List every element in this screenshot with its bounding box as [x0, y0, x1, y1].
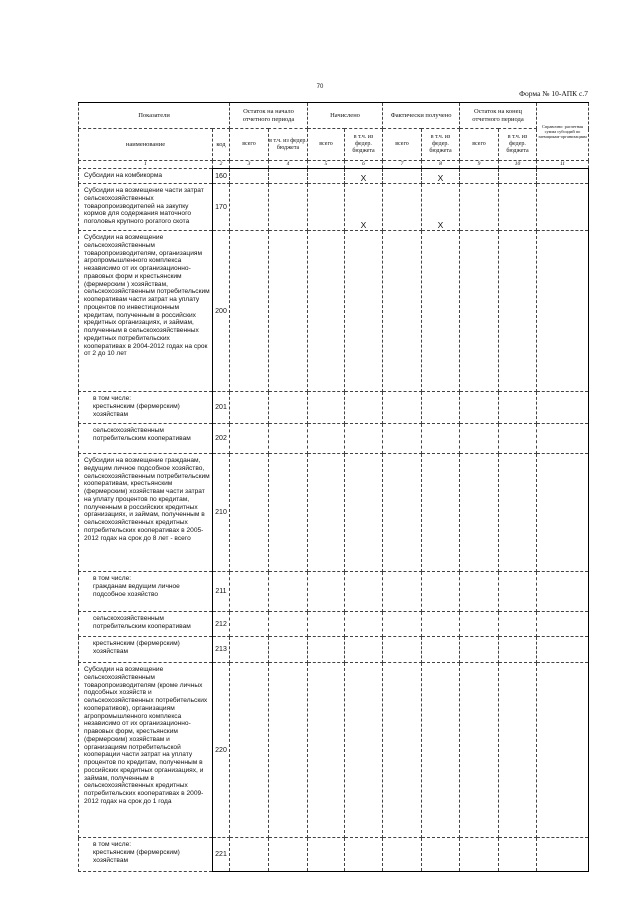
- cell[interactable]: [308, 184, 345, 231]
- cell[interactable]: [422, 637, 460, 663]
- cell[interactable]: [269, 838, 308, 872]
- cell[interactable]: [460, 454, 499, 572]
- form-identifier: Форма № 10-АПК с.7: [519, 89, 588, 98]
- row-name-text: крестьянским (фермерским) хозяйствам: [93, 848, 180, 864]
- row-code: 170: [213, 184, 230, 231]
- cell[interactable]: [537, 392, 589, 424]
- cell[interactable]: [422, 424, 460, 454]
- x-mark: X: [345, 184, 383, 231]
- row-code: 201: [213, 392, 230, 424]
- cell[interactable]: [230, 637, 269, 663]
- header-total-2: всего: [308, 129, 345, 161]
- cell[interactable]: [269, 169, 308, 184]
- row-name: Субсидии на комбикорма: [79, 169, 213, 184]
- row-name: крестьянским (фермерским) хозяйствам: [79, 637, 213, 663]
- cell[interactable]: [230, 424, 269, 454]
- cell[interactable]: [460, 184, 499, 231]
- table-row: [79, 637, 589, 663]
- row-name-text: гражданам ведущим личное подсобное хозяйство: [93, 582, 180, 598]
- table-row: [79, 572, 589, 612]
- cell[interactable]: [422, 454, 460, 572]
- header-name: наименование: [79, 129, 213, 161]
- cell[interactable]: [460, 231, 499, 392]
- col-number: 3: [230, 161, 269, 169]
- header-row-subcolumns: [79, 129, 589, 161]
- row-name: Субсидии на возмещение сельскохозяйственным товаропроизводителям, организациям агропромышленного комплекса независимо от их организационно-правовых форм и крестьянским (фермерским ) хозяйствам, сельскохозяйственным потребительским кооперативам части затрат на уплату процентов по инвестиционным кредитам, полученным в российских кредитных организациях, и займам, полученным в сельскохозяйственных кредитных потребительских кооперативах в 2004-2012 годах на срок от 2 до 10 лет: [79, 231, 213, 392]
- header-total-3: всего: [383, 129, 422, 161]
- cell[interactable]: [383, 424, 422, 454]
- cell[interactable]: [499, 184, 537, 231]
- cell[interactable]: [499, 838, 537, 872]
- row-name: Субсидии на возмещение гражданам, ведущим личное подсобное хозяйство, сельскохозяйственным потребительским кооперативам, крестьянским (фермерским) хозяйствам части затрат на уплату процентов по кредитам, полученным в российских кредитных организациях, и займам, полученным в сельскохозяйственных кредитных потребительских кооперативах в 2005-2012 годах на срок до 8 лет - всего: [79, 454, 213, 572]
- table-row: [79, 184, 589, 231]
- cell[interactable]: [383, 169, 422, 184]
- cell[interactable]: [308, 231, 345, 392]
- col-number: 6: [345, 161, 383, 169]
- cell[interactable]: [345, 637, 383, 663]
- cell[interactable]: [269, 392, 308, 424]
- cell[interactable]: [230, 231, 269, 392]
- cell[interactable]: [499, 572, 537, 612]
- cell[interactable]: [499, 663, 537, 838]
- cell[interactable]: [308, 838, 345, 872]
- table-row: [79, 838, 589, 872]
- cell[interactable]: [269, 184, 308, 231]
- cell[interactable]: [422, 392, 460, 424]
- col-number: 4: [269, 161, 308, 169]
- cell[interactable]: [230, 663, 269, 838]
- table-row: [79, 392, 589, 424]
- cell[interactable]: [537, 637, 589, 663]
- col-number: 9: [460, 161, 499, 169]
- header-total-4: всего: [460, 129, 499, 161]
- cell[interactable]: [383, 184, 422, 231]
- table-row: [79, 231, 589, 392]
- cell[interactable]: [499, 454, 537, 572]
- cell[interactable]: [383, 392, 422, 424]
- row-code: 212: [213, 612, 230, 637]
- cell[interactable]: [537, 169, 589, 184]
- row-code: 160: [213, 169, 230, 184]
- row-name: [79, 392, 213, 424]
- row-name-text: крестьянским (фермерским) хозяйствам: [93, 402, 180, 418]
- row-name: сельскохозяйственным потребительским кооперативам: [79, 612, 213, 637]
- header-row-groups: [79, 103, 589, 129]
- cell[interactable]: [230, 612, 269, 637]
- header-balance-start: Остаток на начало отчетного периода: [230, 103, 308, 129]
- cell[interactable]: [230, 169, 269, 184]
- header-accrued: Начислено: [308, 103, 383, 129]
- cell[interactable]: [308, 454, 345, 572]
- cell[interactable]: [460, 637, 499, 663]
- page-number: 70: [316, 84, 324, 90]
- cell[interactable]: [308, 612, 345, 637]
- cell[interactable]: [383, 572, 422, 612]
- cell[interactable]: [499, 612, 537, 637]
- row-code: 221: [213, 838, 230, 872]
- row-name: [79, 572, 213, 612]
- header-fed-1: в т.ч. из федер. бюджета: [269, 129, 308, 161]
- col-number: 11: [537, 161, 589, 169]
- cell[interactable]: [345, 663, 383, 838]
- cell[interactable]: [308, 637, 345, 663]
- cell[interactable]: [537, 612, 589, 637]
- cell[interactable]: [460, 663, 499, 838]
- cell[interactable]: [383, 231, 422, 392]
- col-number: 5: [308, 161, 345, 169]
- cell[interactable]: [345, 572, 383, 612]
- header-received: Фактически получено: [383, 103, 460, 129]
- row-name-prefix: в том числе:: [93, 575, 132, 582]
- row-name: сельскохозяйственным потребительским кооперативам: [79, 424, 213, 454]
- cell[interactable]: [345, 838, 383, 872]
- table-row: [79, 169, 589, 184]
- cell[interactable]: [345, 392, 383, 424]
- cell[interactable]: [422, 572, 460, 612]
- cell[interactable]: [422, 663, 460, 838]
- col-number: 1: [79, 161, 213, 169]
- cell[interactable]: [269, 572, 308, 612]
- header-total-1: всего: [230, 129, 269, 161]
- cell[interactable]: [499, 169, 537, 184]
- header-fed-2: в т.ч. из федер. бюджета: [345, 129, 383, 161]
- cell[interactable]: [499, 424, 537, 454]
- subsidies-table: [78, 102, 589, 872]
- row-code: 210: [213, 454, 230, 572]
- row-name-prefix: в том числе:: [93, 841, 132, 848]
- col-number: 8: [422, 161, 460, 169]
- cell[interactable]: [269, 637, 308, 663]
- cell[interactable]: [230, 572, 269, 612]
- cell[interactable]: [460, 169, 499, 184]
- cell[interactable]: [422, 231, 460, 392]
- row-name: [79, 838, 213, 872]
- cell[interactable]: [230, 184, 269, 231]
- cell[interactable]: [460, 572, 499, 612]
- cell[interactable]: [308, 169, 345, 184]
- cell[interactable]: [537, 424, 589, 454]
- cell[interactable]: [499, 231, 537, 392]
- cell[interactable]: [499, 637, 537, 663]
- row-name-prefix: в том числе:: [93, 395, 132, 402]
- table-row: [79, 454, 589, 572]
- cell[interactable]: [269, 424, 308, 454]
- cell[interactable]: [230, 838, 269, 872]
- cell[interactable]: [269, 612, 308, 637]
- cell[interactable]: [383, 612, 422, 637]
- cell[interactable]: [308, 663, 345, 838]
- cell[interactable]: [230, 392, 269, 424]
- col-number: 10: [499, 161, 537, 169]
- cell[interactable]: [499, 392, 537, 424]
- header-fed-4: в т.ч. из федер. бюджета: [499, 129, 537, 161]
- header-indicators: Показатели: [79, 103, 230, 129]
- cell[interactable]: [383, 663, 422, 838]
- cell[interactable]: [460, 392, 499, 424]
- table-row: [79, 663, 589, 838]
- row-name: Субсидии на возмещение сельскохозяйственным товаропроизводителям (кроме личных подсобных хозяйств и сельскохозяйственных потребительских кооперативов), организациям агропромышленного комплекса независимо от их организационно-правовых форм, крестьянским (фермерским) хозяйствам и организациям потребительской кооперации части затрат на уплату процентов по кредитам, полученным в российских кредитных организациях, и займам, полученным в сельскохозяйственных кредитных потребительских кооперативах в 2009-2012 годах на срок до 1 года: [79, 663, 213, 838]
- cell[interactable]: [269, 663, 308, 838]
- row-name: Субсидии на возмещение части затрат сельскохозяйственных товаропроизводителей на закупку кормов для содержания маточного поголовья крупного рогатого скота: [79, 184, 213, 231]
- x-mark: X: [422, 184, 460, 231]
- cell[interactable]: [269, 454, 308, 572]
- cell[interactable]: [345, 424, 383, 454]
- cell[interactable]: [537, 231, 589, 392]
- header-code: код: [213, 129, 230, 161]
- table-row: [79, 612, 589, 637]
- cell[interactable]: [345, 454, 383, 572]
- header-fed-3: в т.ч. из федер. бюджета: [422, 129, 460, 161]
- cell[interactable]: [537, 838, 589, 872]
- row-code: 202: [213, 424, 230, 454]
- cell[interactable]: [308, 424, 345, 454]
- cell[interactable]: [460, 612, 499, 637]
- column-numbers-row: [79, 161, 589, 169]
- cell[interactable]: [460, 424, 499, 454]
- cell[interactable]: [269, 231, 308, 392]
- x-mark: X: [422, 169, 460, 184]
- header-reference: Справочно: расчетная сумма субсидий по заемщикам-организациям: [537, 103, 589, 161]
- cell[interactable]: [537, 572, 589, 612]
- col-number: 2: [213, 161, 230, 169]
- table-row: [79, 424, 589, 454]
- cell[interactable]: [383, 838, 422, 872]
- cell[interactable]: [383, 454, 422, 572]
- cell[interactable]: [537, 454, 589, 572]
- x-mark: X: [345, 169, 383, 184]
- cell[interactable]: [537, 184, 589, 231]
- cell[interactable]: [345, 612, 383, 637]
- header-balance-end: Остаток на конец отчетного периода: [460, 103, 537, 129]
- row-code: 220: [213, 663, 230, 838]
- cell[interactable]: [308, 392, 345, 424]
- cell[interactable]: [345, 231, 383, 392]
- cell[interactable]: [537, 663, 589, 838]
- row-code: 200: [213, 231, 230, 392]
- col-number: 7: [383, 161, 422, 169]
- cell[interactable]: [230, 454, 269, 572]
- cell[interactable]: [383, 637, 422, 663]
- cell[interactable]: [422, 838, 460, 872]
- cell[interactable]: [460, 838, 499, 872]
- row-code: 211: [213, 572, 230, 612]
- cell[interactable]: [308, 572, 345, 612]
- row-code: 213: [213, 637, 230, 663]
- cell[interactable]: [422, 612, 460, 637]
